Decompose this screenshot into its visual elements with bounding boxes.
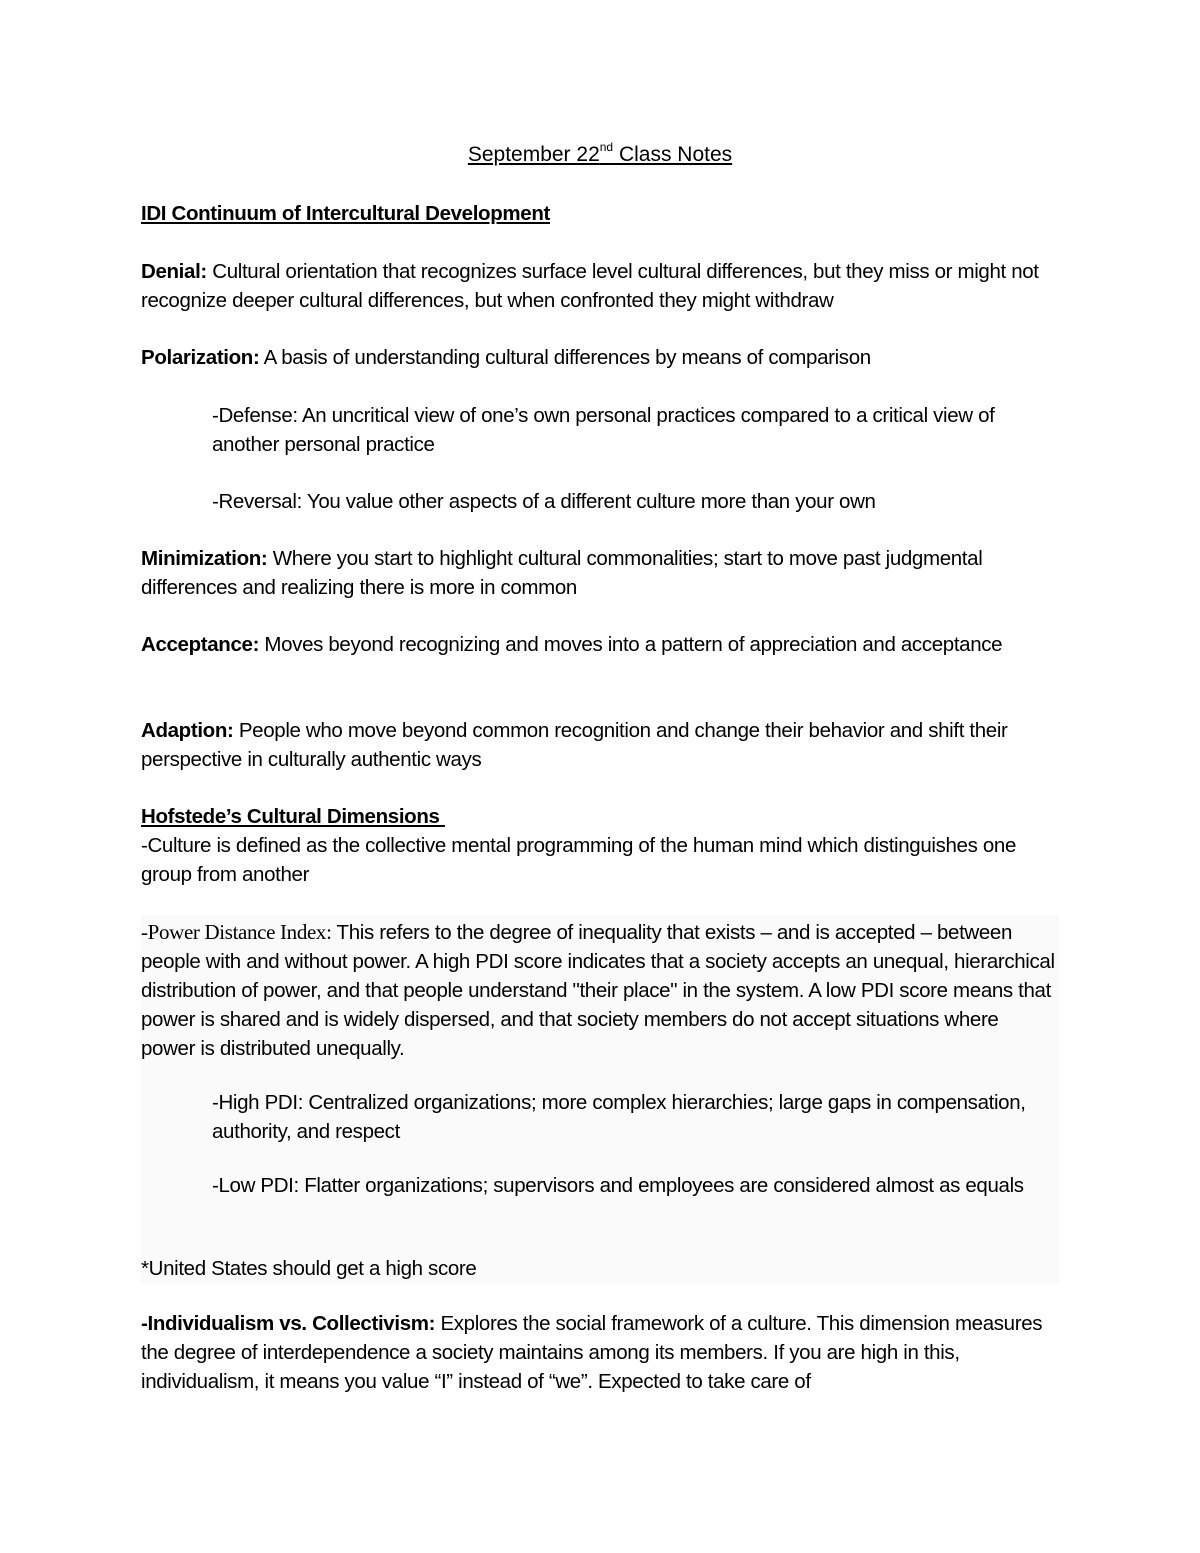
us-note-paragraph — [141, 1254, 1056, 1283]
adaption-label: Adaption: — [141, 719, 234, 742]
reversal-text: -Reversal: You value other aspects of a different culture more than your own — [212, 490, 876, 513]
pdi-lead: -Power Distance Index: — [141, 920, 332, 944]
pdi-text: This refers to the degree of inequality that exists – and is accepted – between people with and without power. A high PDI score indicates that a society accepts an unequal, hierarchical distribution of power, and that people understand "their place" in the system. A low PDI score means that power is shared and is widely dispersed, and that society members do not accept situations where power is distributed unequally. — [141, 921, 1055, 1060]
idi-section-heading — [141, 199, 1056, 228]
title-text — [467, 140, 733, 166]
denial-paragraph — [141, 257, 1056, 315]
adaption-paragraph — [141, 716, 1056, 774]
title-suffix: Class Notes — [613, 143, 733, 166]
title-prefix: September 22 — [467, 143, 600, 166]
denial-label: Denial: — [141, 260, 207, 283]
minimization-paragraph — [141, 544, 1056, 602]
denial-text: Cultural orientation that recognizes surface level cultural differences, but they miss or might not recognize deeper cultural differences, but when confronted they might withdraw — [141, 260, 1039, 312]
low-pdi-text: -Low PDI: Flatter organizations; supervisors and employees are considered almost as equals — [212, 1174, 1024, 1197]
acceptance-label: Acceptance: — [141, 633, 260, 656]
polarization-text: A basis of understanding cultural differences by means of comparison — [259, 346, 871, 369]
defense-text: -Defense: An uncritical view of one’s own personal practices compared to a critical view of another personal practice — [212, 404, 995, 456]
acceptance-text: Moves beyond recognizing and moves into a pattern of appreciation and acceptance — [259, 633, 1003, 656]
adaption-text: People who move beyond common recognition and change their behavior and shift their perspective in culturally authentic ways — [141, 719, 1008, 771]
minimization-text: Where you start to highlight cultural commonalities; start to move past judgmental differences and realizing there is more in common — [141, 547, 983, 599]
polarization-paragraph — [141, 343, 1056, 372]
individualism-label: -Individualism vs. Collectivism: — [141, 1312, 436, 1335]
us-note-text: *United States should get a high score — [141, 1257, 477, 1280]
acceptance-paragraph — [141, 630, 1056, 659]
individualism-paragraph — [141, 1309, 1056, 1396]
title-ordinal-suffix: nd — [599, 140, 614, 154]
page-title — [0, 140, 1200, 170]
high-pdi-paragraph — [212, 1088, 1057, 1146]
idi-heading-text: IDI Continuum of Intercultural Development — [141, 202, 550, 225]
individualism-text: Explores the social framework of a culture. This dimension measures the degree of interdependence a society maintains among its members. If you are high in this, individualism, it means you value “I” instead of “we”. Expected to take care of — [141, 1312, 1043, 1393]
high-pdi-text: -High PDI: Centralized organizations; more complex hierarchies; large gaps in compensation, authority, and respect — [212, 1091, 1026, 1143]
polarization-label: Polarization: — [141, 346, 260, 369]
pdi-paragraph — [141, 918, 1056, 1063]
reversal-paragraph — [212, 487, 1057, 516]
defense-paragraph — [212, 401, 1057, 459]
hofstede-section — [141, 802, 1056, 889]
culture-definition: -Culture is defined as the collective mental programming of the human mind which distinguishes one group from another — [141, 834, 1017, 886]
low-pdi-paragraph — [212, 1171, 1057, 1200]
minimization-label: Minimization: — [141, 547, 268, 570]
hofstede-heading: Hofstede’s Cultural Dimensions — [141, 805, 445, 828]
